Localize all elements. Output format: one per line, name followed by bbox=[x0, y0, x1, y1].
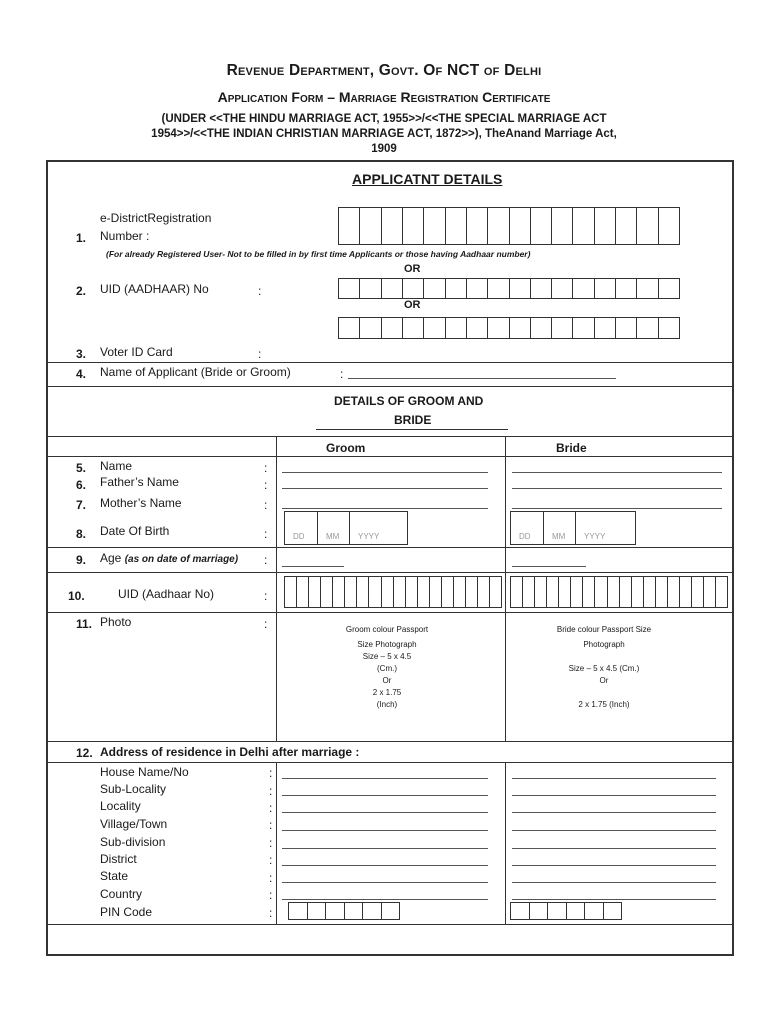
item2-number: 2. bbox=[76, 284, 87, 298]
bride-mother-name-field[interactable] bbox=[512, 508, 722, 509]
bride-sub-division-field[interactable] bbox=[512, 848, 716, 849]
groom-age-field[interactable] bbox=[282, 566, 344, 567]
dob-day: DD bbox=[293, 532, 305, 541]
applicant-section-title: APPLICATNT DETAILS bbox=[352, 171, 503, 187]
column-divider-right bbox=[505, 436, 506, 742]
details-title-line2: BRIDE bbox=[394, 413, 432, 427]
divider bbox=[46, 362, 732, 363]
row-number: 6. bbox=[76, 478, 87, 492]
bride-district-field[interactable] bbox=[512, 865, 716, 866]
groom-uid-boxes[interactable] bbox=[284, 576, 502, 608]
bride-village-field[interactable] bbox=[512, 830, 716, 831]
mother-name-label: Mother’s Name bbox=[100, 496, 182, 510]
form-title: Application Form – Marriage Registration Certificate bbox=[217, 89, 551, 105]
aadhaar-number-boxes[interactable] bbox=[338, 278, 680, 299]
divider bbox=[46, 436, 732, 437]
bride-state-field[interactable] bbox=[512, 882, 716, 883]
colon: : bbox=[269, 818, 273, 832]
colon: : bbox=[269, 836, 273, 850]
bride-sub-locality-field[interactable] bbox=[512, 795, 716, 796]
item2-label: UID (AADHAAR) No bbox=[100, 282, 209, 296]
column-divider-left bbox=[276, 436, 277, 742]
item3-label: Voter ID Card bbox=[100, 345, 173, 359]
colon: : bbox=[264, 589, 268, 603]
colon: : bbox=[269, 871, 273, 885]
colon: : bbox=[264, 527, 268, 541]
groom-mother-name-field[interactable] bbox=[282, 508, 488, 509]
dob-label: Date Of Birth bbox=[100, 524, 170, 538]
voter-id-boxes[interactable] bbox=[338, 317, 680, 339]
item1-label-bottom: Number : bbox=[100, 229, 150, 243]
item1-label-top: e-DistrictRegistration bbox=[100, 211, 212, 225]
groom-district-field[interactable] bbox=[282, 865, 488, 866]
divider bbox=[46, 924, 732, 925]
colon: : bbox=[269, 888, 273, 902]
colon: : bbox=[269, 784, 273, 798]
uid-label: UID (Aadhaar No) bbox=[118, 587, 215, 601]
item4-label: Name of Applicant (Bride or Groom) bbox=[100, 365, 291, 379]
colon: : bbox=[269, 801, 273, 815]
or-separator-2: OR bbox=[404, 299, 421, 311]
colon: : bbox=[264, 461, 268, 475]
state-label: State bbox=[100, 869, 129, 883]
dob-month: MM bbox=[543, 512, 575, 544]
divider bbox=[46, 572, 732, 573]
groom-house-field[interactable] bbox=[282, 778, 488, 779]
or-separator-1: OR bbox=[404, 263, 421, 275]
district-label: District bbox=[100, 852, 137, 866]
address-column-divider-left bbox=[276, 762, 277, 924]
bride-country-field[interactable] bbox=[512, 899, 716, 900]
village-town-label: Village/Town bbox=[100, 817, 168, 831]
row-number: 10. bbox=[68, 589, 85, 603]
groom-sub-locality-field[interactable] bbox=[282, 795, 488, 796]
groom-dob-field[interactable] bbox=[284, 511, 408, 545]
address-title: Address of residence in Delhi after marriage : bbox=[100, 745, 360, 759]
bride-age-field[interactable] bbox=[512, 566, 586, 567]
bride-uid-boxes[interactable] bbox=[510, 576, 728, 608]
groom-pin-boxes[interactable] bbox=[288, 902, 400, 920]
address-column-divider-right bbox=[505, 762, 506, 924]
item1-note: (For already Registered User- Not to be filled in by first time Applicants or those having Aadhaar number) bbox=[106, 249, 531, 259]
groom-state-field[interactable] bbox=[282, 882, 488, 883]
bride-dob-field[interactable] bbox=[510, 511, 636, 545]
house-name-label: House Name/No bbox=[100, 765, 189, 779]
item1-number: 1. bbox=[76, 231, 87, 245]
bride-column-header: Bride bbox=[556, 441, 587, 455]
row-number: 11. bbox=[76, 617, 93, 631]
row-number: 5. bbox=[76, 461, 87, 475]
divider bbox=[46, 741, 732, 742]
bride-locality-field[interactable] bbox=[512, 812, 716, 813]
colon: : bbox=[264, 478, 268, 492]
divider bbox=[46, 386, 732, 387]
sub-locality-label: Sub-Locality bbox=[100, 782, 167, 796]
father-name-label: Father’s Name bbox=[100, 475, 179, 489]
bride-name-field[interactable] bbox=[512, 472, 722, 473]
name-label: Name bbox=[100, 459, 133, 473]
item3-number: 3. bbox=[76, 347, 87, 361]
age-label: Age (as on date of marriage) bbox=[100, 551, 239, 565]
colon: : bbox=[269, 906, 273, 920]
applicant-name-field[interactable] bbox=[348, 378, 616, 379]
country-label: Country bbox=[100, 887, 143, 901]
department-heading: Revenue Department, Govt. Of NCT of Delhi bbox=[226, 62, 542, 79]
colon: : bbox=[269, 766, 273, 780]
divider bbox=[46, 456, 732, 457]
groom-village-field[interactable] bbox=[282, 830, 488, 831]
acts-subtitle: (UNDER <<THE HINDU MARRIAGE ACT, 1955>>/<<THE SPECIAL MARRIAGE ACT 1954>>/<<THE INDIAN CHRISTIAN MARRIAGE ACT, 1872>>), TheAnand Marriage Act, 1909 bbox=[151, 113, 617, 155]
item2-colon: : bbox=[258, 284, 262, 298]
bride-photo-box[interactable]: Bride colour Passport Size Photograph Size – 5 x 4.5 (Cm.) Or 2 x 1.75 (Inch) bbox=[556, 625, 652, 709]
row-number: 8. bbox=[76, 527, 87, 541]
item4-number: 4. bbox=[76, 367, 87, 381]
photo-label: Photo bbox=[100, 615, 132, 629]
dob-year: YYYY bbox=[349, 512, 407, 544]
divider bbox=[46, 612, 732, 613]
divider bbox=[46, 547, 732, 548]
dob-month: MM bbox=[317, 512, 349, 544]
bride-house-field[interactable] bbox=[512, 778, 716, 779]
groom-locality-field[interactable] bbox=[282, 812, 488, 813]
colon: : bbox=[264, 617, 268, 631]
pin-code-label: PIN Code bbox=[100, 905, 153, 919]
row-number: 9. bbox=[76, 553, 87, 567]
groom-country-field[interactable] bbox=[282, 899, 488, 900]
groom-sub-division-field[interactable] bbox=[282, 848, 488, 849]
colon: : bbox=[264, 498, 268, 512]
sub-division-label: Sub-division bbox=[100, 835, 166, 849]
colon: : bbox=[269, 853, 273, 867]
dob-year: YYYY bbox=[575, 512, 635, 544]
groom-photo-box[interactable]: Groom colour Passport Size Photograph Size – 5 x 4.5 (Cm.) Or 2 x 1.75 (Inch) bbox=[345, 625, 429, 709]
bride-pin-boxes[interactable] bbox=[510, 902, 622, 920]
locality-label: Locality bbox=[100, 799, 141, 813]
divider bbox=[46, 762, 732, 763]
edistrict-registration-boxes[interactable] bbox=[338, 207, 680, 245]
bride-father-name-field[interactable] bbox=[512, 488, 722, 489]
colon: : bbox=[264, 553, 268, 567]
item4-colon: : bbox=[340, 367, 344, 381]
groom-name-field[interactable] bbox=[282, 472, 488, 473]
details-title-line1: DETAILS OF GROOM AND bbox=[334, 394, 484, 408]
address-number: 12. bbox=[76, 746, 93, 760]
groom-column-header: Groom bbox=[326, 441, 366, 455]
details-title-underline bbox=[316, 429, 508, 430]
groom-father-name-field[interactable] bbox=[282, 488, 488, 489]
item3-colon: : bbox=[258, 347, 262, 361]
dob-day: DD bbox=[519, 532, 531, 541]
row-number: 7. bbox=[76, 498, 87, 512]
